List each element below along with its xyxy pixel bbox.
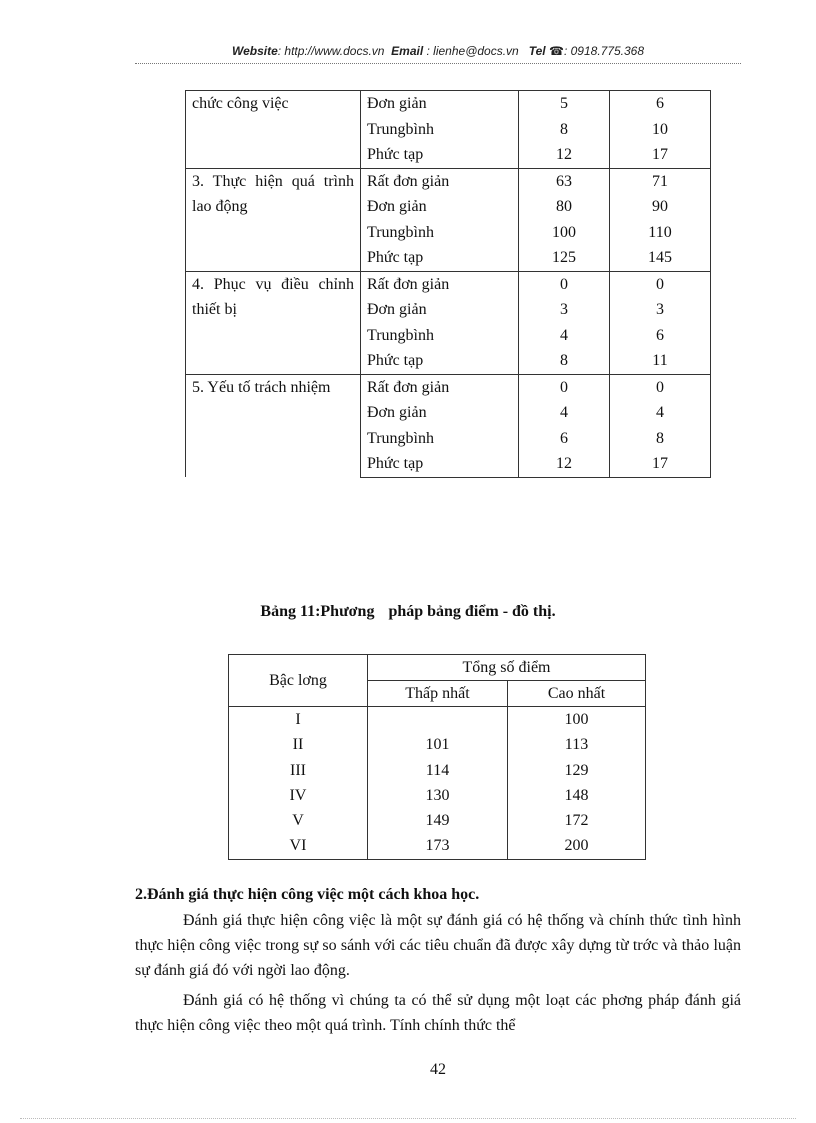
evaluation-points-table	[185, 90, 711, 478]
rank-cell: VI	[229, 833, 368, 859]
max-points-cell: 0	[610, 374, 711, 400]
max-points-cell: 8	[610, 426, 711, 452]
min-points-cell: 5	[519, 91, 610, 117]
min-points-cell: 80	[519, 194, 610, 220]
phone-icon: ☎	[549, 44, 564, 58]
section-title: 2.Đánh giá thực hiện công việc một cách khoa học.	[135, 886, 480, 903]
criterion-text: 5. Yếu tố trách nhiệm	[192, 378, 331, 396]
level-cell: Phức tạp	[361, 348, 519, 374]
max-points-cell: 3	[610, 297, 711, 323]
min-points-cell: 63	[519, 168, 610, 194]
level-cell: Trungbình	[361, 323, 519, 349]
rank-cell: V	[229, 808, 368, 833]
level-cell: Đơn giản	[361, 400, 519, 426]
level-cell: Đơn giản	[361, 91, 519, 117]
min-total-cell	[368, 707, 508, 733]
caption-part-1: Bảng 11:Phương	[260, 603, 375, 620]
min-points-cell: 4	[519, 323, 610, 349]
level-cell: Đơn giản	[361, 194, 519, 220]
website-value: : http://www.docs.vn	[277, 44, 385, 58]
min-points-cell: 3	[519, 297, 610, 323]
level-cell: Phức tạp	[361, 245, 519, 271]
max-points-cell: 71	[610, 168, 711, 194]
min-total-cell: 130	[368, 783, 508, 808]
page-number: 42	[430, 1061, 446, 1078]
level-cell: Rất đơn giản	[361, 271, 519, 297]
level-cell: Phức tạp	[361, 142, 519, 168]
table-row	[186, 91, 711, 117]
min-total-cell: 173	[368, 833, 508, 859]
table-row	[229, 732, 646, 757]
min-points-cell: 0	[519, 374, 610, 400]
tel-label: Tel	[528, 44, 546, 58]
max-total-cell: 129	[508, 758, 646, 783]
website-label: Website	[231, 44, 278, 58]
tel-value: : 0918.775.368	[563, 44, 645, 58]
max-points-cell: 10	[610, 117, 711, 143]
min-points-cell: 6	[519, 426, 610, 452]
level-cell: Rất đơn giản	[361, 168, 519, 194]
min-points-cell: 4	[519, 400, 610, 426]
table-row	[186, 168, 711, 194]
criterion-text: 4. Phục vụ điều chỉnh thiết bị	[192, 275, 354, 318]
level-cell: Rất đơn giản	[361, 374, 519, 400]
header-max: Cao nhất	[508, 681, 646, 707]
min-total-cell: 149	[368, 808, 508, 833]
table-row	[229, 758, 646, 783]
criterion-cell	[186, 374, 361, 477]
criterion-cell	[186, 91, 361, 169]
header-min: Thấp nhất	[368, 681, 508, 707]
table-row	[229, 833, 646, 859]
rank-cell: II	[229, 732, 368, 757]
max-points-cell: 0	[610, 271, 711, 297]
table-row	[229, 808, 646, 833]
table-row	[186, 271, 711, 297]
table-row	[229, 707, 646, 733]
caption-part-2: pháp bảng điểm - đồ thị.	[388, 603, 556, 620]
rank-cell: III	[229, 758, 368, 783]
min-points-cell: 12	[519, 451, 610, 477]
max-total-cell: 200	[508, 833, 646, 859]
min-points-cell: 8	[519, 348, 610, 374]
max-points-cell: 6	[610, 91, 711, 117]
max-points-cell: 145	[610, 245, 711, 271]
max-points-cell: 17	[610, 142, 711, 168]
max-points-cell: 110	[610, 220, 711, 246]
email-label: Email	[391, 44, 424, 58]
paragraph-1: Đánh giá thực hiện công việc là một sự đánh giá có hệ thống và chính thức tình hình thực hiện công việc trong sự so sánh với các tiêu chuẩn đã được xây dựng từ trớc và thảo luận sự đánh giá đó với ngời lao động.	[135, 912, 741, 979]
salary-rank-table	[228, 654, 646, 860]
max-total-cell: 100	[508, 707, 646, 733]
max-total-cell: 148	[508, 783, 646, 808]
criterion-text: 3. Thực hiện quá trình lao động	[192, 172, 354, 215]
criterion-cell	[186, 168, 361, 271]
table-caption	[185, 603, 631, 621]
level-cell: Phức tạp	[361, 451, 519, 477]
header-rank: Bậc lơng	[229, 655, 368, 707]
page-header	[135, 44, 741, 64]
level-cell: Trungbình	[361, 426, 519, 452]
min-points-cell: 125	[519, 245, 610, 271]
max-points-cell: 6	[610, 323, 711, 349]
min-points-cell: 12	[519, 142, 610, 168]
email-value: : lienhe@docs.vn	[426, 44, 519, 58]
max-points-cell: 17	[610, 451, 711, 477]
criterion-text: chức công việc	[192, 95, 289, 112]
min-total-cell: 114	[368, 758, 508, 783]
level-cell: Trungbình	[361, 220, 519, 246]
table-row	[229, 783, 646, 808]
rank-cell: I	[229, 707, 368, 733]
criterion-cell	[186, 271, 361, 374]
min-points-cell: 0	[519, 271, 610, 297]
max-points-cell: 4	[610, 400, 711, 426]
level-cell: Trungbình	[361, 117, 519, 143]
max-total-cell: 172	[508, 808, 646, 833]
footer-divider	[20, 1118, 796, 1119]
header-divider	[135, 63, 741, 64]
max-total-cell: 113	[508, 732, 646, 757]
max-points-cell: 11	[610, 348, 711, 374]
min-points-cell: 8	[519, 117, 610, 143]
table-row	[186, 374, 711, 400]
max-points-cell: 90	[610, 194, 711, 220]
min-points-cell: 100	[519, 220, 610, 246]
min-total-cell: 101	[368, 732, 508, 757]
paragraph-2: Đánh giá có hệ thống vì chúng ta có thể sử dụng một loạt các phơng pháp đánh giá thực hiện công việc theo một quá trình. Tính chính thức thể	[135, 992, 741, 1034]
rank-cell: IV	[229, 783, 368, 808]
header-total: Tổng số điểm	[368, 655, 646, 681]
level-cell: Đơn giản	[361, 297, 519, 323]
